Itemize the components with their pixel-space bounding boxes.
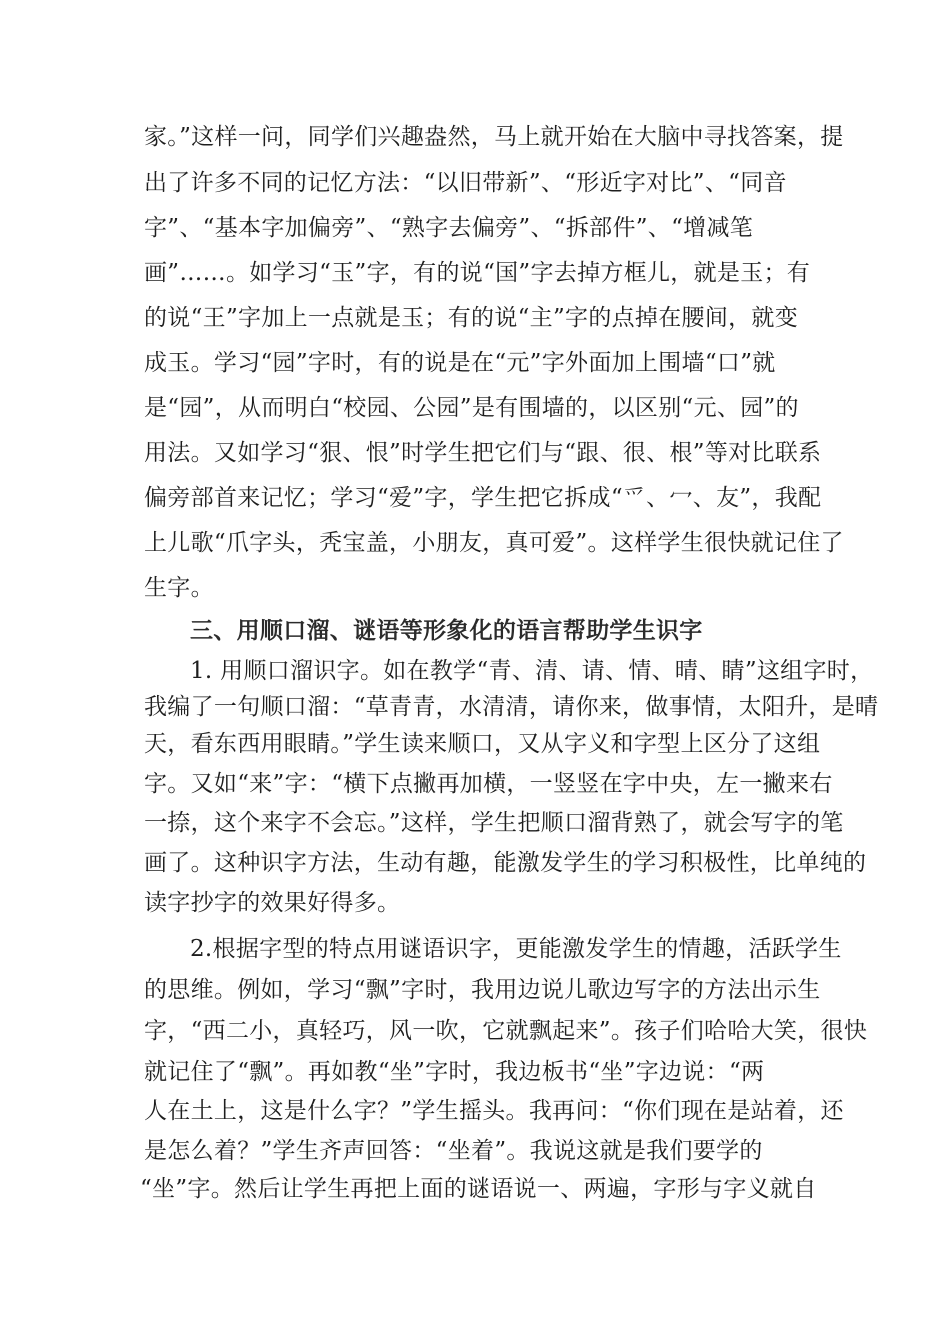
text-line: 是“园”，从而明白“校园、公园”是有围墙的，以区别“元、园”的 (144, 395, 799, 421)
section-heading: 三、用顺口溜、谜语等形象化的语言帮助学生识字 (190, 618, 703, 644)
text-line: 字。又如“来”字：“横下点撇再加横，一竖竖在字中央，左一撇来右 (144, 771, 833, 797)
text-line: 偏旁部首来记忆；学习“爱”字，学生把它拆成“爫、冖、友”，我配 (144, 485, 822, 511)
text-line: 字，“西二小，真轻巧，风一吹，它就飘起来”。孩子们哈哈大笑，很快 (144, 1018, 868, 1044)
text-line: 上儿歌“爪字头，秃宝盖，小朋友，真可爱”。这样学生很快就记住了 (144, 530, 844, 556)
text-line: 2.根据字型的特点用谜语识字，更能激发学生的情趣，活跃学生 (190, 936, 842, 962)
text-line: 天，看东西用眼睛。”学生读来顺口，又从字义和字型上区分了这组 (144, 731, 821, 757)
text-line: 成玉。学习“园”字时，有的说是在“元”字外面加上围墙“口”就 (144, 350, 776, 376)
text-line: 用法。又如学习“狠、恨”时学生把它们与“跟、很、根”等对比联系 (144, 440, 822, 466)
text-line: “坐”字。然后让学生再把上面的谜语说一、两遍，字形与字义就自 (140, 1176, 817, 1202)
text-line: 画了。这种识字方法，生动有趣，能激发学生的学习积极性，比单纯的 (144, 850, 867, 876)
text-line: 人在土上，这是什么字？”学生摇头。我再问：“你们现在是站着，还 (144, 1098, 844, 1124)
text-line: 的说“王”字加上一点就是玉；有的说“主”字的点掉在腰间，就变 (144, 305, 799, 331)
text-line: 一捺，这个来字不会忘。”这样，学生把顺口溜背熟了，就会写字的笔 (144, 810, 844, 836)
text-line: 我编了一句顺口溜：“草青青，水清清，请你来，做事情，太阳升，是晴 (144, 694, 879, 720)
text-line: 读字抄字的效果好得多。 (144, 890, 401, 916)
text-line: 的思维。例如，学习“飘”字时，我用边说儿歌边写字的方法出示生 (144, 977, 821, 1003)
text-line: 生字。 (144, 575, 214, 601)
text-line: 字”、“基本字加偏旁”、“熟字去偏旁”、“拆部件”、“增减笔 (144, 215, 754, 241)
text-line: 出了许多不同的记忆方法：“以旧带新”、“形近字对比”、“同音 (144, 170, 787, 196)
text-line: 1. 用顺口溜识字。如在教学“青、清、请、情、晴、睛”这组字时， (190, 658, 874, 684)
text-line: 是怎么着？”学生齐声回答：“坐着”。我说这就是我们要学的 (144, 1138, 763, 1164)
text-line: 画”……。如学习“玉”字，有的说“国”字去掉方框儿，就是玉；有 (144, 260, 811, 286)
text-line: 就记住了“飘”。再如教“坐”字时，我边板书“坐”字边说：“两 (144, 1059, 765, 1085)
text-line: 家。”这样一问，同学们兴趣盎然，马上就开始在大脑中寻找答案，提 (144, 124, 844, 150)
